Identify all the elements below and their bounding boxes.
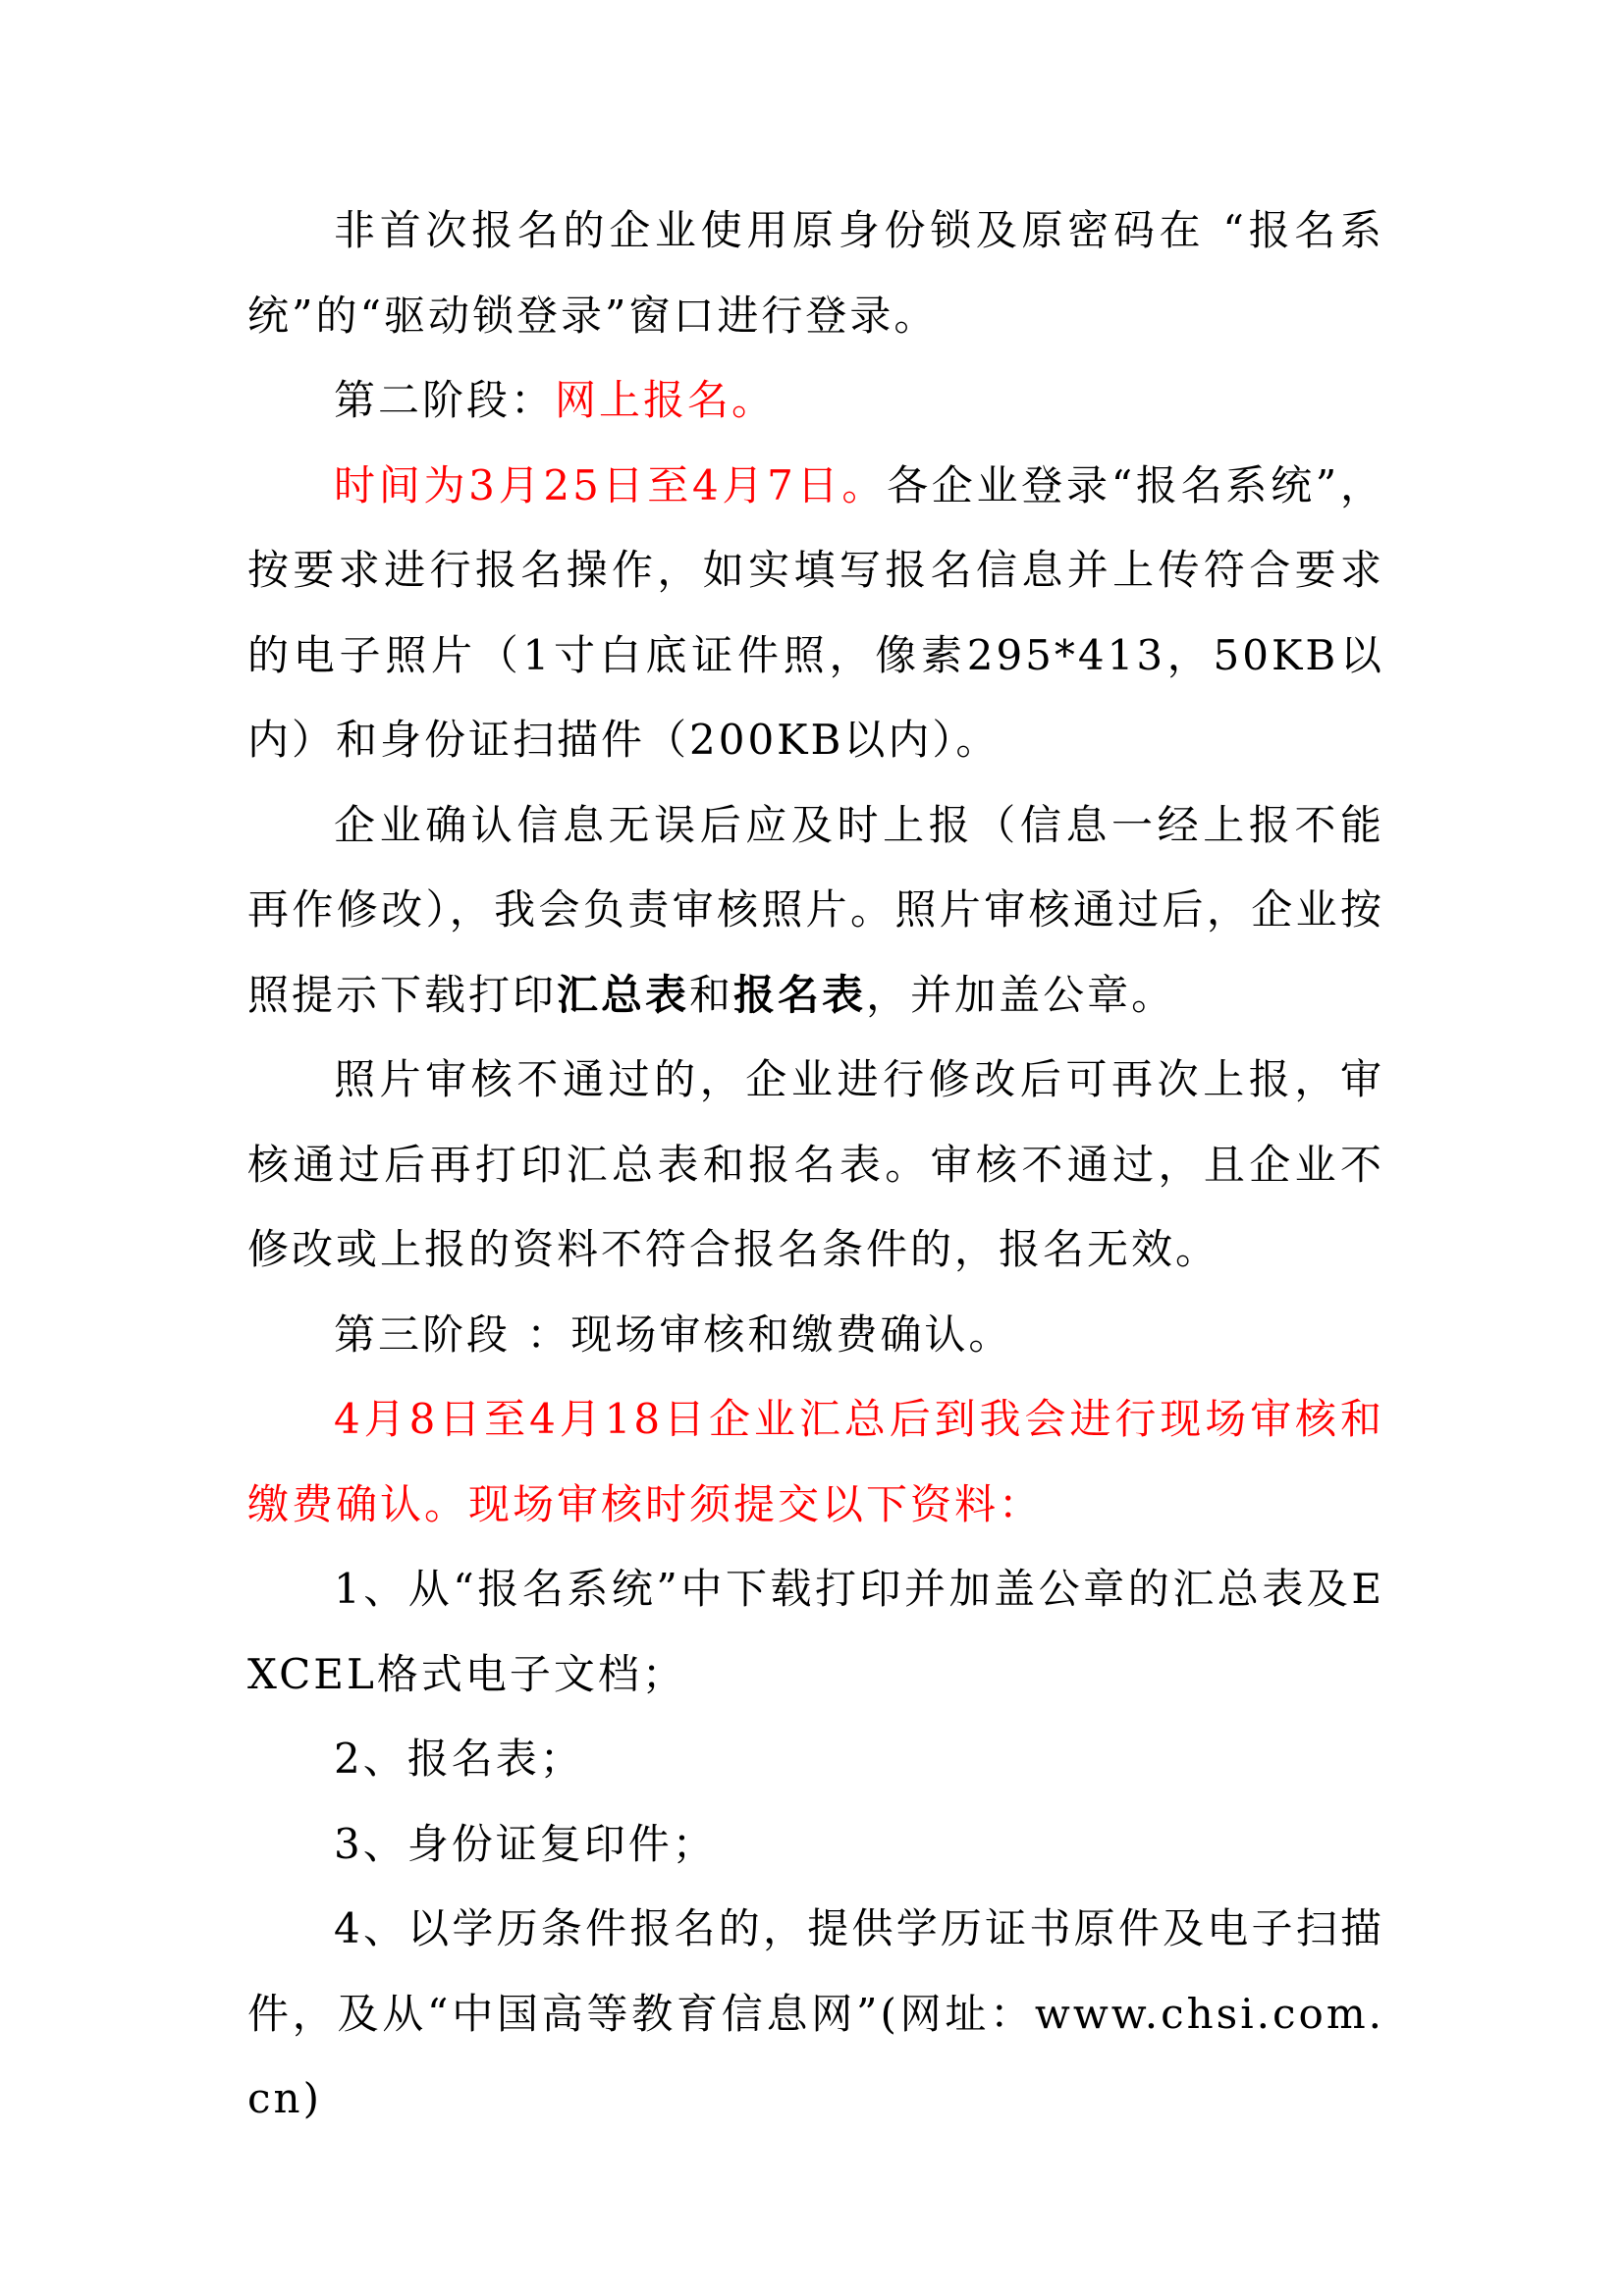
paragraph-online-registration — [247, 444, 1384, 783]
paragraph-onsite-review — [247, 1377, 1384, 1547]
bold-run-summary-table: 汇总表 — [557, 970, 690, 1019]
text-run: 1、从“报名系统”中下载打印并加盖公章的汇总表及EXCEL格式电子文档； — [247, 1565, 1384, 1698]
text-run: 第三阶段 ：现场审核和缴费确认。 — [334, 1309, 1013, 1359]
text-run: ，并加盖公章。 — [866, 970, 1176, 1019]
list-item-4 — [247, 1887, 1384, 2142]
paragraph-review-failed — [247, 1038, 1384, 1293]
text-run: 第二阶段： — [334, 376, 556, 424]
paragraph-stage-two-heading — [247, 358, 1384, 444]
paragraph-confirm-submit — [247, 783, 1384, 1039]
paragraph-login-instruction — [247, 188, 1384, 358]
text-run: 各企业登录“报名系统”，按要求进行报名操作，如实填写报名信息并上传符合要求的电子照片（1寸白底证件照，像素295*413，50KB以内）和身份证扫描件（200KB以内）。 — [247, 460, 1384, 764]
list-item-3 — [247, 1802, 1384, 1888]
text-run: 照片审核不通过的，企业进行修改后可再次上报，审核通过后再打印汇总表和报名表。审核不通过，且企业不修改或上报的资料不符合报名条件的，报名无效。 — [247, 1055, 1384, 1273]
text-run: 企业确认信息无误后应及时上报（信息一经上报不能再作修改），我会负责审核照片。照片审核通过后，企业按照提示下载打印 — [247, 800, 1384, 1019]
list-item-2 — [247, 1717, 1384, 1802]
highlight-run: 网上报名。 — [555, 376, 777, 424]
text-run: 3、身份证复印件； — [334, 1819, 717, 1868]
text-run: 非首次报名的企业使用原身份锁及原密码在 “报名系统”的“驱动锁登录”窗口进行登录。 — [247, 206, 1384, 340]
document-body — [247, 188, 1384, 2142]
bold-run-registration-form: 报名表 — [733, 970, 867, 1019]
highlight-run: 时间为3月25日至4月7日。 — [334, 460, 888, 509]
paragraph-stage-three-heading — [247, 1293, 1384, 1378]
highlight-run: 4月8日至4月18日企业汇总后到我会进行现场审核和缴费确认。现场审核时须提交以下资料： — [247, 1395, 1384, 1528]
text-run: 4、以学历条件报名的，提供学历证书原件及电子扫描件，及从“中国高等教育信息网”(网址：www.chsi.com.cn) — [247, 1904, 1384, 2122]
text-run: 和 — [689, 970, 734, 1019]
list-item-1 — [247, 1547, 1384, 1717]
text-run: 2、报名表； — [334, 1735, 584, 1783]
